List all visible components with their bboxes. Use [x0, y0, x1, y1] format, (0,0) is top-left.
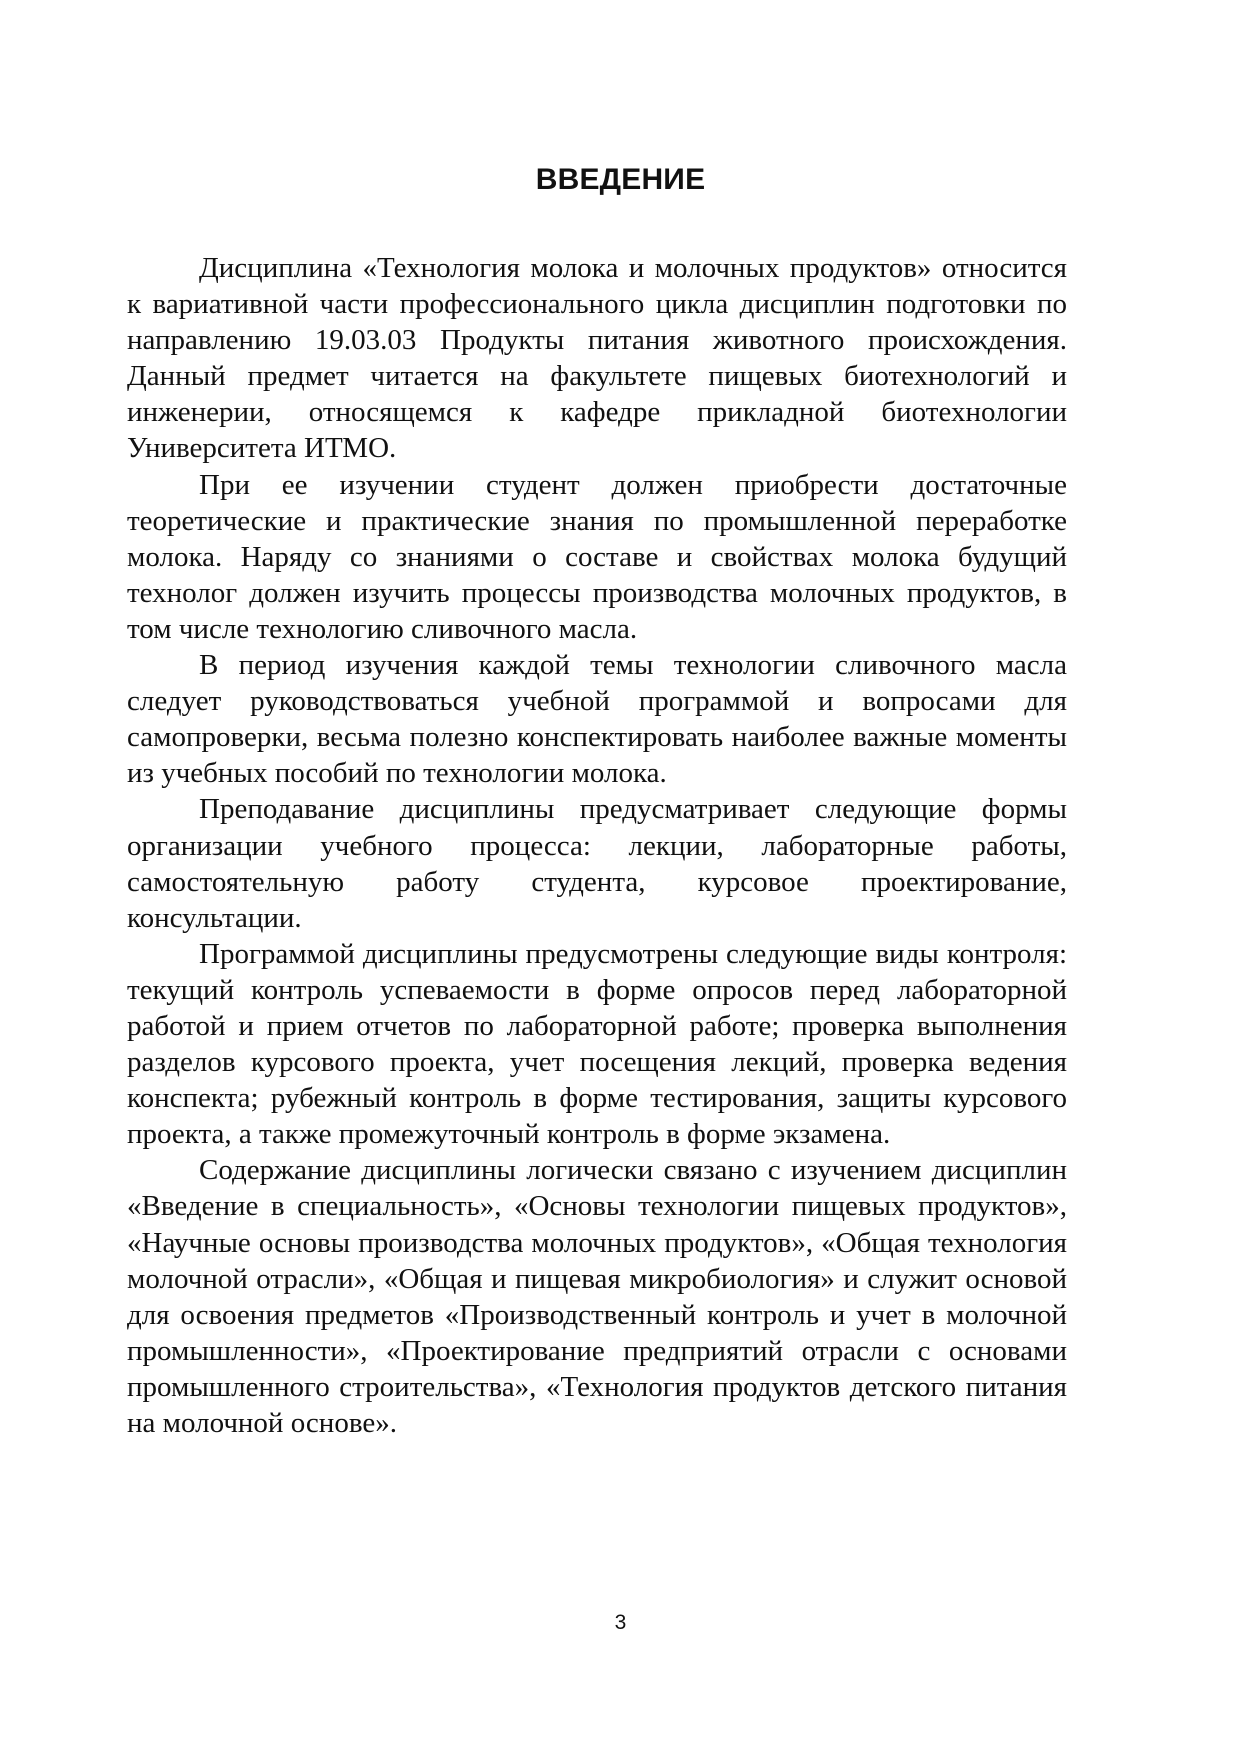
paragraph-related-disciplines: Содержание дисциплины логически связано с изучением дисциплин «Введение в специальность», «Основы технологии пищевых продуктов», «Научные основы производства молочных продуктов», «Общая технология молочной отрасли», «Общая и пищевая микробиология» и служит основой для освоения предметов «Производственный контроль и учет в молочной промышленности», «Проектирование предприятий отрасли с основами промышленного строительства», «Технология продуктов детского питания на молочной основе». — [127, 1154, 1067, 1439]
paragraph-control-types: Программой дисциплины предусмотрены следующие виды контроля: текущий контроль успеваемости в форме опросов перед лабораторной работой и прием отчетов по лабораторной работе; проверка выполнения разделов курсового проекта, учет посещения лекций, проверка ведения конспекта; рубежный контроль в форме тестирования, защиты курсового проекта, а также промежуточный контроль в форме экзамена. — [127, 937, 1067, 1151]
paragraph-study-goals: При ее изучении студент должен приобрести достаточные теоретические и практические знания по промышленной переработке молока. Наряду со знаниями о составе и свойствах молока будущий технолог должен изучить процессы производства молочных продуктов, в том числе технологию сливочного масла. — [127, 468, 1067, 645]
page-number: 3 — [614, 1611, 627, 1634]
paragraph-discipline-intro: Дисциплина «Технология молока и молочных продуктов» относится к вариативной части профессионального цикла дисциплин подготовки по направлению 19.03.03 Продукты питания животного происхождения. Данный предмет читается на факультете пищевых биотехнологий и инженерии, относящемся к кафедре прикладной биотехнологии Университета ИТМО. — [127, 252, 1067, 465]
paragraph-teaching-forms: Преподавание дисциплины предусматривает следующие формы организации учебного процесса: лекции, лабораторные работы, самостоятельную работу студента, курсовое проектирование, консультации. — [127, 793, 1067, 934]
body-text — [127, 250, 1067, 1441]
paragraph-study-method: В период изучения каждой темы технологии сливочного масла следует руководствоваться учебной программой и вопросами для самопроверки, весьма полезно конспектировать наиболее важные моменты из учебных пособий по технологии молока. — [127, 649, 1067, 790]
page-title: ВВЕДЕНИЕ — [535, 163, 706, 196]
